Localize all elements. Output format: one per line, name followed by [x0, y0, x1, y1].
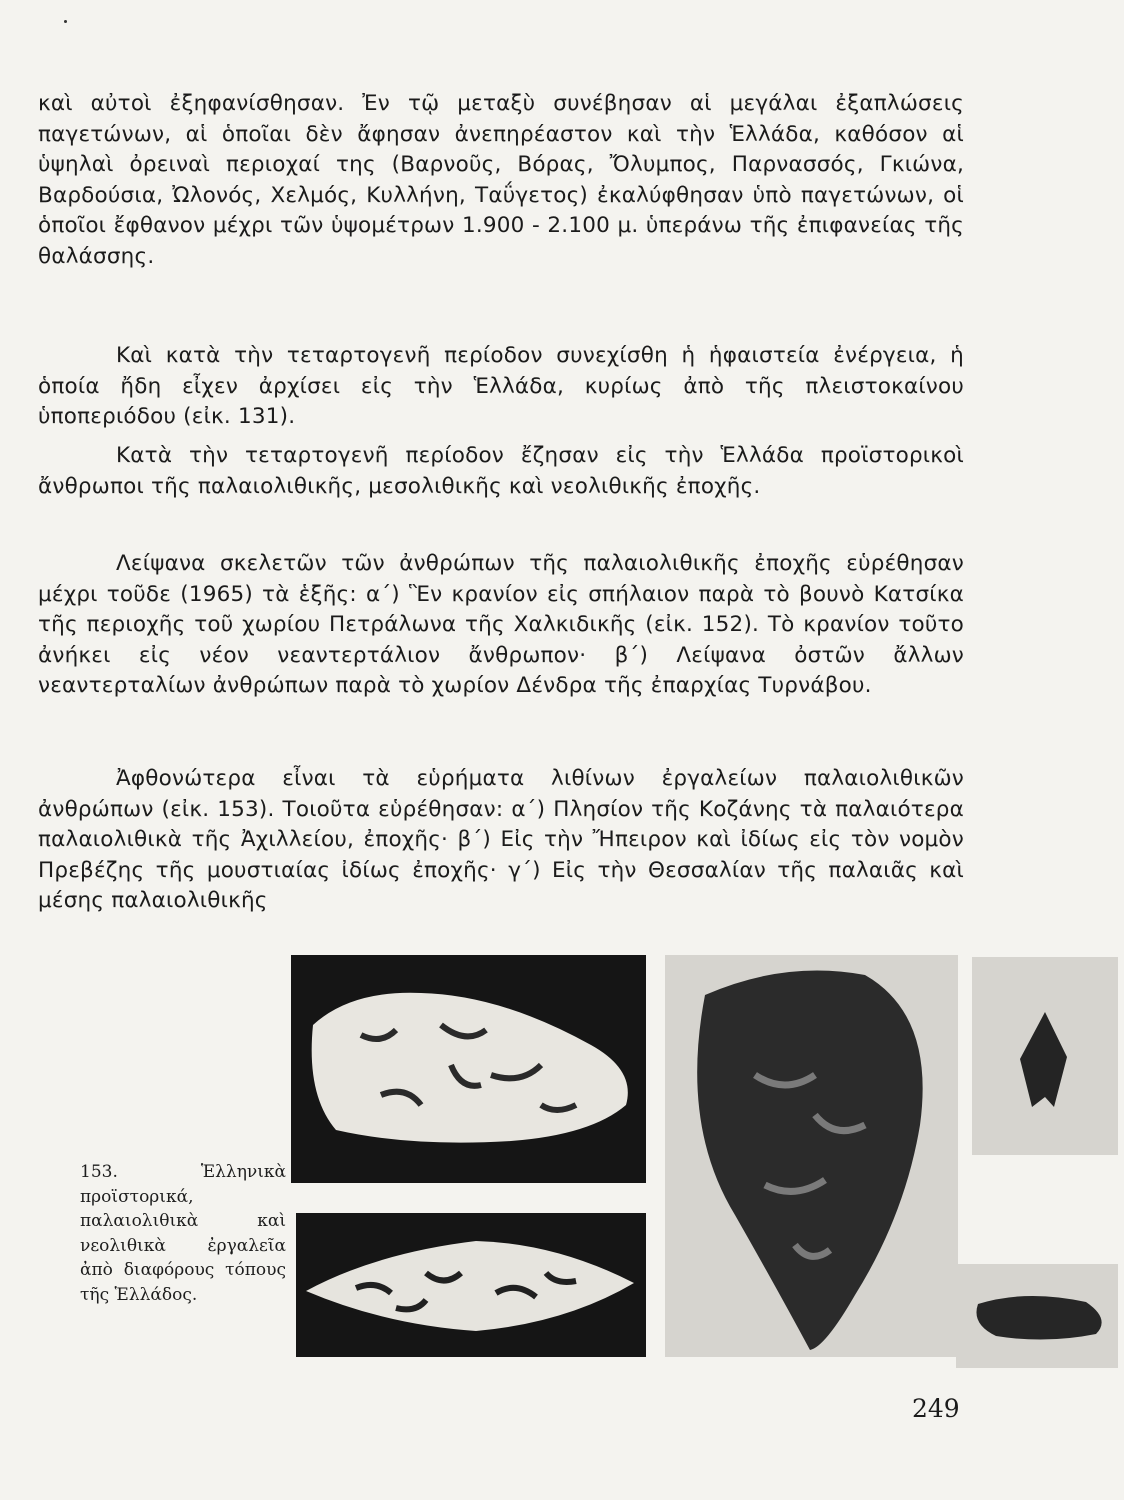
- paragraph-prehistoric-humans: Κατὰ τὴν τεταρτογενῆ περίοδον ἔζησαν εἰς τὴν Ἑλλάδα προϊστορικοὶ ἄνθρωποι τῆς παλαιολιθικῆς, μεσολιθικῆς καὶ νεολιθικῆς ἐποχῆς.: [38, 443, 964, 499]
- speck: [64, 20, 67, 23]
- paragraph-volcanic-activity: Καὶ κατὰ τὴν τεταρτογενῆ περίοδον συνεχίσθη ἡ ἡφαιστεία ἐνέργεια, ἡ ὁποία ἤδη εἶχεν ἀρχίσει εἰς τὴν Ἑλλάδα, κυρίως ἀπὸ τῆς πλειστοκαίνου ὑποπεριόδου (εἰκ. 131).: [38, 343, 964, 430]
- flint-blade-top-image: [291, 955, 646, 1183]
- figure-photo-hand-axe: [665, 955, 958, 1357]
- figure-photo-flint-blade-bottom: [296, 1213, 646, 1357]
- page-number: 249: [912, 1394, 960, 1423]
- figure-photo-arrowhead: [972, 957, 1118, 1155]
- figure-caption: 153. Ἑλληνικὰ προϊστορικά, παλαιολιθικὰ καὶ νεολιθικὰ ἐργαλεῖα ἀπὸ διαφόρους τόπους τῆς Ἑλλάδος.: [80, 1162, 286, 1305]
- blade-fragment-image: [956, 1264, 1118, 1368]
- paragraph-glaciers: καὶ αὐτοὶ ἐξηφανίσθησαν. Ἐν τῷ μεταξὺ συνέβησαν αἱ μεγάλαι ἐξαπλώσεις παγετώνων, αἱ ὁποῖαι δὲν ἄφησαν ἀνεπηρέαστον καὶ τὴν Ἑλλάδα, καθόσον αἱ ὑψηλαὶ ὀρειναὶ περιοχαί της (Βαρνοῦς, Βόρας, Ὄλυμπος, Παρνασσός, Γκιώνα, Βαρδούσια, Ὠλονός, Χελμός, Κυλλήνη, Ταΰγετος) ἐκαλύφθησαν ὑπὸ παγετώνων, οἱ ὁποῖοι ἔφθανον μέχρι τῶν ὑψομέτρων 1.900 - 2.100 μ. ὑπεράνω τῆς ἐπιφανείας τῆς θαλάσσης.: [38, 91, 964, 269]
- paragraph-skeleton-remains: Λείψανα σκελετῶν τῶν ἀνθρώπων τῆς παλαιολιθικῆς ἐποχῆς εὑρέθησαν μέχρι τοῦδε (1965) τὰ ἑξῆς: α΄) Ἓν κρανίον εἰς σπήλαιον παρὰ τὸ βουνὸ Κατσίκα τῆς περιοχῆς τοῦ χωρίου Πετράλωνα τῆς Χαλκιδικῆς (εἰκ. 152). Τὸ κρανίον τοῦτο ἀνήκει εἰς νέον νεαντερτάλιον ἄνθρωπον· β΄) Λείψανα ὀστῶν ἄλλων νεαντερταλίων ἀνθρώπων παρὰ τὸ χωρίον Δένδρα τῆς ἐπαρχίας Τυρνάβου.: [38, 551, 964, 699]
- figure-photo-flint-blade-top: [291, 955, 646, 1183]
- flint-blade-bottom-image: [296, 1213, 646, 1357]
- figure-photo-blade-fragment: [956, 1264, 1118, 1368]
- hand-axe-image: [665, 955, 958, 1357]
- arrowhead-image: [972, 957, 1118, 1155]
- paragraph-stone-tools: Ἀφθονώτερα εἶναι τὰ εὑρήματα λιθίνων ἐργαλείων παλαιολιθικῶν ἀνθρώπων (εἰκ. 153). Τοιοῦτα εὑρέθησαν: α΄) Πλησίον τῆς Κοζάνης τὰ παλαιότερα παλαιολιθικὰ τῆς Ἀχιλλείου, ἐποχῆς· β΄) Εἰς τὴν Ἤπειρον καὶ ἰδίως εἰς τὸν νομὸν Πρεβέζης τῆς μουστιαίας ἰδίως ἐποχῆς· γ΄) Εἰς τὴν Θεσσαλίαν τῆς παλαιᾶς καὶ μέσης παλαιολιθικῆς: [38, 766, 964, 914]
